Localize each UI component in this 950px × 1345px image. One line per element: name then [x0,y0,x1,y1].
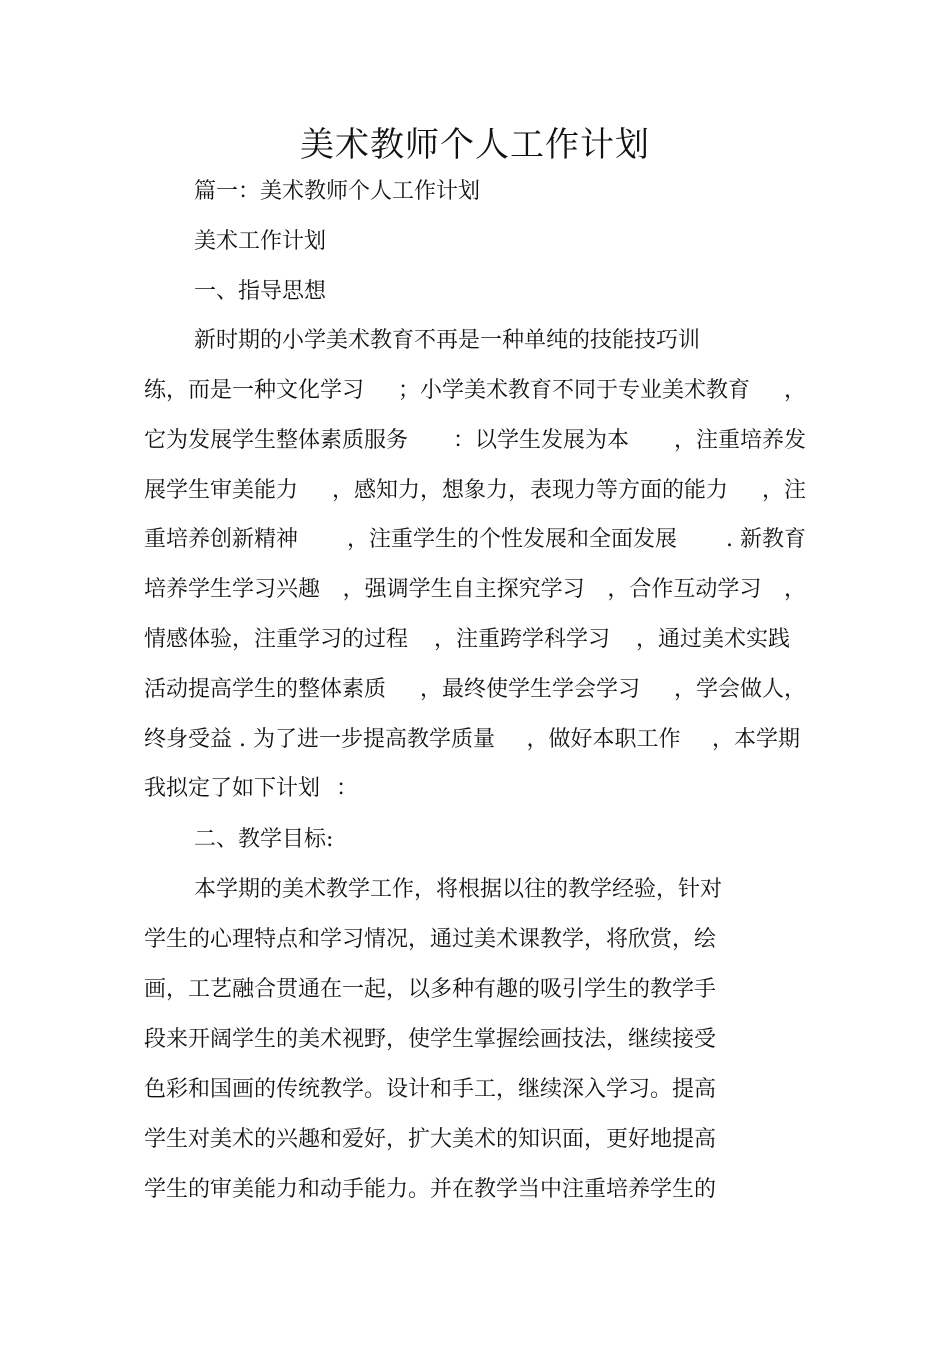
paragraph-1-line-2 [144,374,806,408]
paragraph-2-line-7: 学生的审美能力和动手能力。并在教学当中注重培养学生的 [144,1177,717,1202]
paragraph-1-line-7 [144,623,790,657]
paragraph-1-line-9 [144,723,800,757]
text-segment: 我拟定了如下计划 [144,776,321,801]
paragraph-1-line-1: 新时期的小学美术教育不再是一种单纯的技能技巧训 [194,328,701,353]
part-heading: 篇一：美术教师个人工作计划 [194,179,481,204]
paragraph-2-line-2: 学生的心理特点和学习情况，通过美术课教学，将欣赏，绘 [144,927,717,952]
text-segment: 活动提高学生的整体素质 [144,677,387,702]
text-segment: ： [335,776,358,801]
paragraph-1-line-6 [144,573,806,607]
text-segment: 重培养创新精神 [144,527,299,552]
text-segment: 练，而是一种文化学习 [144,378,365,403]
paragraph-2-line-5: 色彩和国画的传统教学。设计和手工，继续深入学习。提高 [144,1077,717,1102]
section-1-heading: 一、指导思想 [194,279,327,304]
text-segment: ，合作互动学习 [607,577,762,602]
text-segment: 培养学生学习兴趣 [144,577,321,602]
text-segment: 情感体验，注重学习的过程 [144,627,409,652]
text-segment: ，感知力，想象力，表现力等方面的能力 [331,478,728,503]
paragraph-2-line-1: 本学期的美术教学工作，将根据以往的教学经验，针对 [194,877,723,902]
text-segment: ：以学生发展为本 [452,428,629,453]
document-title: 美术教师个人工作计划 [300,125,650,165]
text-segment: ；小学美术教育不同于专业美术教育 [397,378,750,403]
subheading: 美术工作计划 [194,229,327,254]
text-segment: ，本学期 [711,727,800,752]
paragraph-2-line-3: 画，工艺融合贯通在一起，以多种有趣的吸引学生的教学手 [144,977,717,1002]
text-segment: ，做好本职工作 [526,727,681,752]
text-segment: ，学会做人， [673,677,806,702]
text-segment: 它为发展学生整体素质服务 [144,428,409,453]
paragraph-2-line-6: 学生对美术的兴趣和爱好，扩大美术的知识面，更好地提高 [144,1127,717,1152]
text-segment: ，注重培养发 [673,428,806,453]
text-segment: ，注 [761,478,806,503]
paragraph-1-line-5 [144,523,806,557]
text-segment: ，注重学生的个性发展和全面发展 [347,527,678,552]
text-segment: ，通过美术实践 [635,627,790,652]
text-segment: ，强调学生自主探究学习 [342,577,585,602]
text-segment: 展学生审美能力 [144,478,299,503]
text-segment: . 新教育 [726,527,806,552]
paragraph-1-line-3 [144,424,806,458]
paragraph-1-line-8 [144,673,806,707]
text-segment: ，注重跨学科学习 [433,627,610,652]
paragraph-2-line-4: 段来开阔学生的美术视野，使学生掌握绘画技法，继续接受 [144,1027,717,1052]
paragraph-1-line-4 [144,474,806,508]
text-segment: ， [783,577,806,602]
text-segment: ， [783,378,806,403]
section-2-heading: 二、教学目标: [194,827,334,852]
text-segment: 终身受益 . 为了进一步提高教学质量 [144,727,495,752]
paragraph-1-line-10 [144,772,358,806]
text-segment: ，最终使学生学会学习 [419,677,640,702]
